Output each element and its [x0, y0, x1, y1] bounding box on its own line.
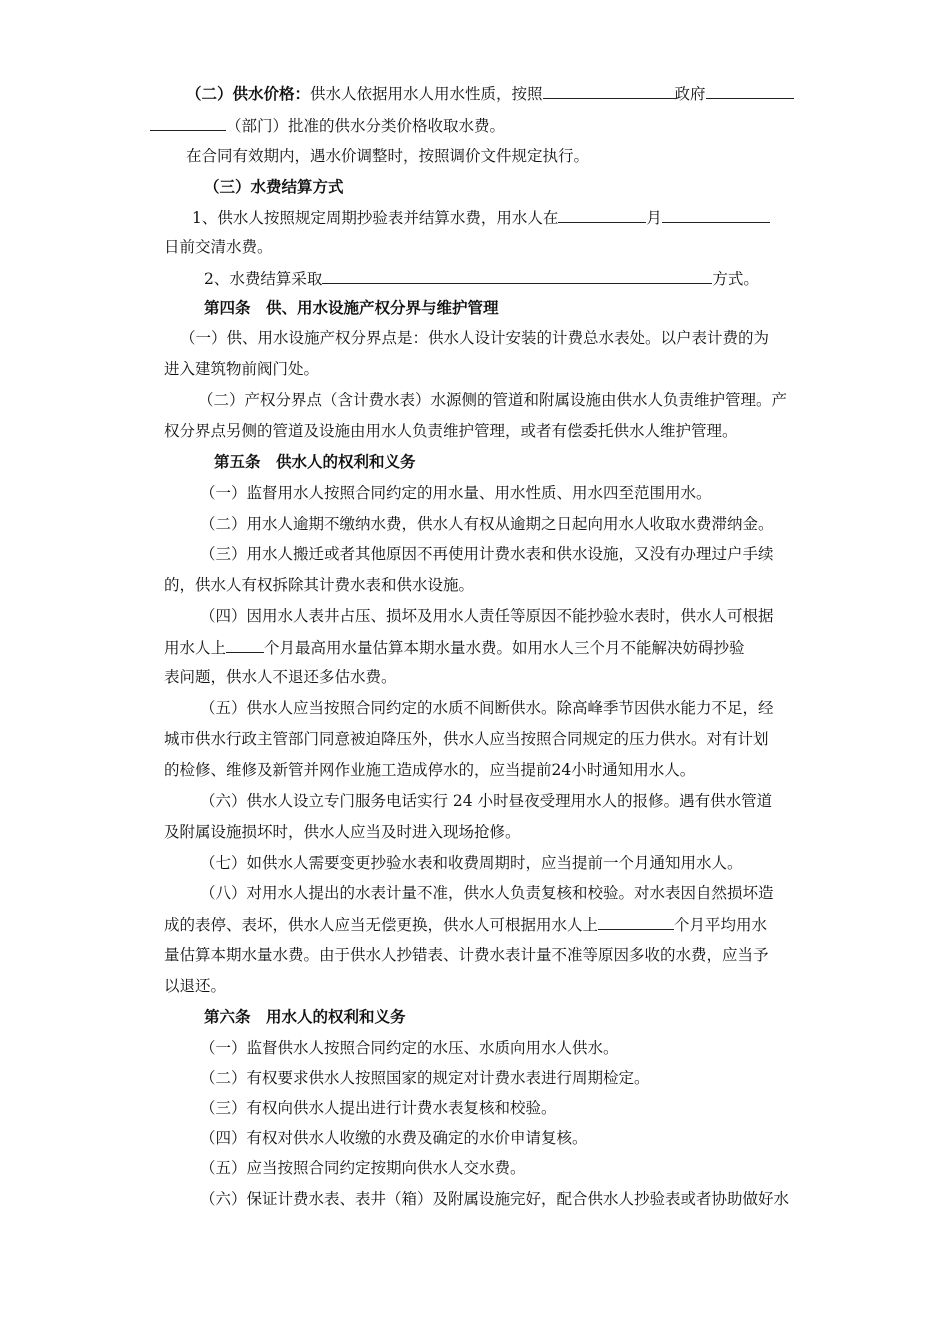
- blank-field[interactable]: [558, 206, 646, 223]
- article-4-heading: 第四条 供、用水设施产权分界与维护管理: [204, 299, 499, 317]
- article-5-item-7: （七）如供水人需要变更抄验水表和收费周期时，应当提前一个月通知用水人。: [200, 854, 743, 872]
- blank-field[interactable]: [226, 636, 264, 653]
- settlement-heading: （三）水费结算方式: [204, 178, 344, 196]
- blank-field[interactable]: [662, 206, 770, 223]
- article-5-item-8-text-b: 个月平均用水: [674, 916, 768, 934]
- method-text: 方式。: [712, 270, 759, 288]
- article-5-item-4-line1: （四）因用水人表井占压、损坏及用水人责任等原因不能抄验水表时，供水人可根据: [200, 607, 774, 625]
- article-5-item-5-line1: （五）供水人应当按照合同约定的水质不间断供水。除高峰季节因供水能力不足，经: [200, 699, 774, 717]
- settlement-item-1-cont: 日前交清水费。: [164, 238, 273, 256]
- settlement-item-1-text: 1、供水人按照规定周期抄验表并结算水费，用水人在: [192, 209, 559, 227]
- article-6-item-3: （三）有权向供水人提出进行计费水表复核和校验。: [200, 1099, 557, 1117]
- article-5-item-8-text-a: 成的表停、表坏，供水人应当无偿更换，供水人可根据用水人上: [164, 916, 599, 934]
- settlement-item-2: [204, 267, 759, 290]
- article-5-item-6-line2: 及附属设施损坏时，供水人应当及时进入现场抢修。: [164, 823, 521, 841]
- article-5-item-8-line4: 以退还。: [164, 977, 227, 995]
- article-5-item-6-line1: （六）供水人设立专门服务电话实行 24 小时昼夜受理用水人的报修。遇有供水管道: [200, 792, 773, 810]
- article-6-item-2: （二）有权要求供水人按照国家的规定对计费水表进行周期检定。: [200, 1069, 650, 1087]
- article-4-p2-line2: 权分界点另侧的管道及设施由用水人负责维护管理，或者有偿委托供水人维护管理。: [164, 422, 738, 440]
- article-4-p1-line2: 进入建筑物前阀门处。: [164, 360, 320, 378]
- article-5-item-5-line3: 的检修、维修及新管并网作业施工造成停水的，应当提前24小时通知用水人。: [164, 761, 696, 779]
- article-5-item-4-line2: [164, 636, 745, 659]
- article-4-p1-line1: （一）供、用水设施产权分界点是：供水人设计安装的计费总水表处。以户表计费的为: [180, 329, 770, 347]
- settlement-item-2-text: 2、水费结算采取: [204, 270, 323, 288]
- article-6-item-6-line1: （六）保证计费水表、表井（箱）及附属设施完好，配合供水人抄验表或者协助做好水: [200, 1190, 790, 1208]
- blank-field[interactable]: [706, 82, 794, 99]
- article-5-item-2: （二）用水人逾期不缴纳水费，供水人有权从逾期之日起向用水人收取水费滞纳金。: [200, 515, 774, 533]
- article-4-p2-line1: （二）产权分界点（含计费水表）水源侧的管道和附属设施由供水人负责维护管理。产: [198, 391, 788, 409]
- article-5-heading: 第五条 供水人的权利和义务: [214, 453, 416, 471]
- government-text: 政府: [674, 85, 706, 103]
- article-5-item-3-line1: （三）用水人搬迁或者其他原因不再使用计费水表和供水设施，又没有办理过户手续: [200, 545, 774, 563]
- water-price-line: [186, 82, 794, 105]
- article-5-item-1: （一）监督用水人按照合同约定的用水量、用水性质、用水四至范围用水。: [200, 484, 712, 502]
- article-5-item-3-line2: 的，供水人有权拆除其计费水表和供水设施。: [164, 576, 475, 594]
- water-price-label: （二）供水价格：: [186, 85, 311, 103]
- blank-field[interactable]: [543, 82, 675, 99]
- article-6-heading: 第六条 用水人的权利和义务: [204, 1008, 406, 1026]
- article-5-item-8-line3: 量估算本期水量水费。由于供水人抄错表、计费水表计量不准等原因多收的水费，应当予: [164, 946, 769, 964]
- water-price-text: 供水人依据用水人用水性质，按照: [310, 85, 543, 103]
- blank-field[interactable]: [150, 114, 226, 131]
- article-5-item-8-line1: （八）对用水人提出的水表计量不准，供水人负责复核和校验。对水表因自然损坏造: [200, 884, 774, 902]
- blank-field[interactable]: [322, 267, 712, 284]
- article-5-item-4-line3: 表问题，供水人不退还多估水费。: [164, 668, 397, 686]
- article-6-item-5: （五）应当按照合同约定按期向供水人交水费。: [200, 1159, 526, 1177]
- article-6-item-4: （四）有权对供水人收缴的水费及确定的水价申请复核。: [200, 1129, 588, 1147]
- month-text: 月: [646, 209, 662, 227]
- article-5-item-5-line2: 城市供水行政主管部门同意被迫降压外，供水人应当按照合同规定的压力供水。对有计划: [164, 730, 769, 748]
- article-6-item-1: （一）监督供水人按照合同约定的水压、水质向用水人供水。: [200, 1039, 619, 1057]
- blank-field[interactable]: [598, 913, 674, 930]
- department-text: （部门）批准的供水分类价格收取水费。: [226, 117, 506, 135]
- settlement-item-1: [192, 206, 770, 229]
- article-5-item-8-line2: [164, 913, 767, 936]
- price-adjust-text: 在合同有效期内，遇水价调整时，按照调价文件规定执行。: [186, 147, 590, 165]
- water-price-line-2: [150, 114, 505, 137]
- article-5-item-4-text-a: 用水人上: [164, 639, 227, 657]
- article-5-item-4-text-b: 个月最高用水量估算本期水量水费。如用水人三个月不能解决妨碍抄验: [264, 639, 745, 657]
